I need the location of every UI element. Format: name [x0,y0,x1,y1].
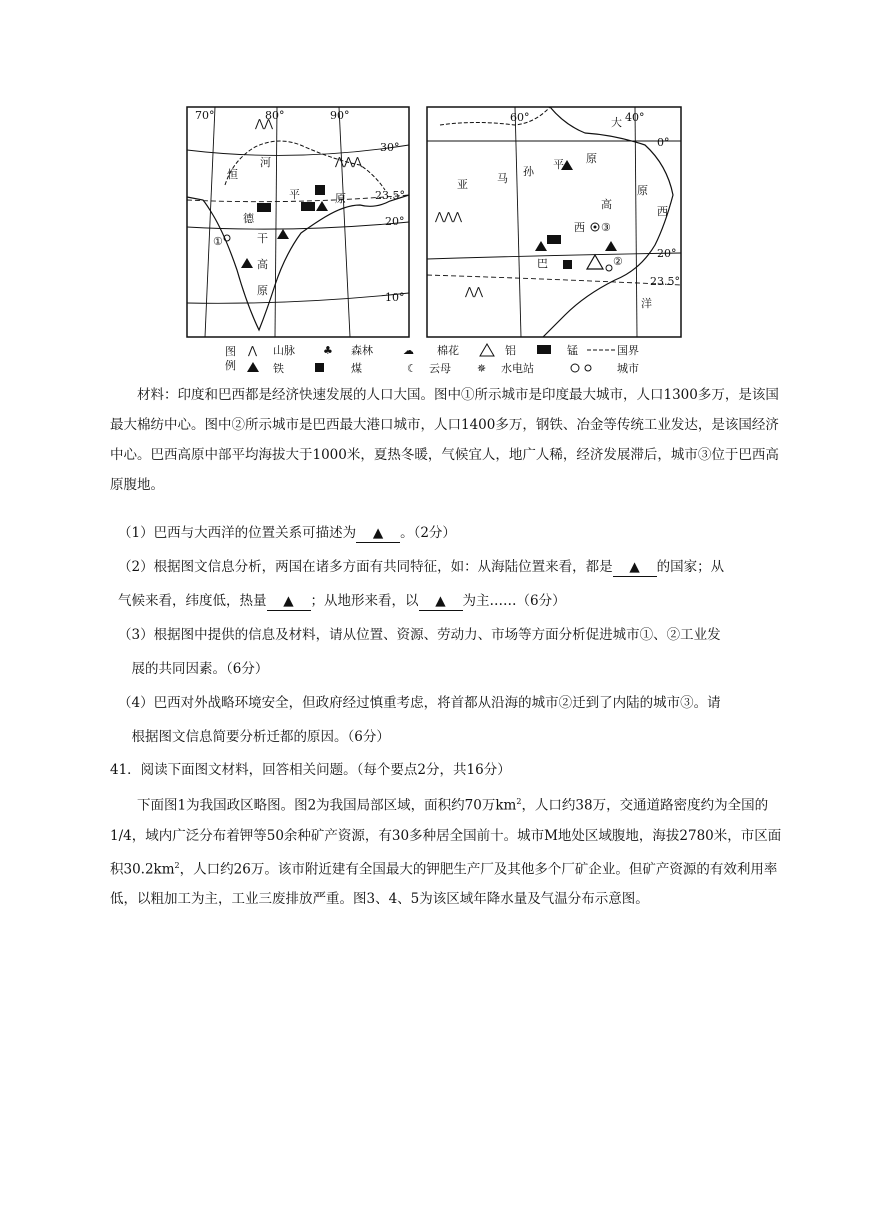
legend-coal: 煤 [351,362,362,375]
svg-text:⋀⋀: ⋀⋀ [255,117,274,130]
q2-blank-2: ▲ [267,592,311,611]
legend-mica: 云母 [429,362,451,375]
legend-hydropower: 水电站 [501,362,534,375]
mountain-icon: ⋀ [248,344,258,357]
q1-text-b: 。（2分） [400,525,456,541]
forest-icon: ♣ [323,344,333,357]
india-label-gao: 高 [257,258,268,271]
q2-text-a: （2）根据图文信息分析，两国在诸多方面有共同特征，如：从海陆位置来看，都是 [118,559,613,575]
brazil-map [427,107,681,337]
india-lat-235: 23.5° [375,189,405,202]
brazil-label-yuan-east: 原 [637,184,648,197]
brazil-lat-235: 23.5° [650,275,680,288]
brazil-city3: ③ [601,221,611,234]
q4-text-b: 根据图文信息简要分析迁都的原因。（6分） [131,729,390,745]
legend-border: 国界 [617,344,639,357]
question-3 [118,618,790,686]
brazil-label-ba: 巴 [537,257,548,270]
manganese-icon [537,345,551,354]
q4-text-a: （4）巴西对外战略环境安全，但政府经过慎重考虑，将首都从沿海的城市②迁到了内陆的城市③。请 [118,695,721,711]
brazil-lon-60: 60° [510,111,530,124]
legend-mountain: 山脉 [273,344,295,357]
legend-forest: 森林 [351,344,373,357]
legend-manganese: 锰 [567,344,578,357]
india-label-de: 德 [243,212,254,225]
india-lat-20: 20° [385,215,405,228]
question-1 [118,516,790,550]
q1-blank: ▲ [356,524,400,543]
q3-text-b: 展的共同因素。（6分） [131,661,269,677]
brazil-lat-20: 20° [657,247,677,260]
india-label-gan: 干 [257,232,268,245]
legend-city: 城市 [617,362,639,375]
q2-blank-3: ▲ [419,592,463,611]
q41-sup-1: 2 [516,797,522,806]
city-icon [571,364,579,372]
cotton-icon: ☁ [403,344,414,357]
q41-sup-2: 2 [174,860,180,870]
q41-paragraph [110,787,790,914]
city-small-icon [585,365,591,371]
brazil-label-ya: 亚 [457,178,468,191]
legend-aluminum: 铝 [505,344,516,357]
q41-text-3: ，人口约26万。该市附近建有全国最大的钾肥生产厂及其他多个厂矿企业。但矿产资源的有效利用率低，以粗加工为主，工业三废排放严重。图3、4、5为该区域年降水量及气温分布示意图。 [110,861,778,907]
q2-text-e: 为主……（6分） [462,593,566,609]
india-label-he: 河 [260,156,271,169]
brazil-lon-40: 40° [625,111,645,124]
brazil-label-xi: 西 [657,205,668,218]
map-legend [225,343,639,375]
svg-text:⋀⋀⋀: ⋀⋀⋀ [435,210,463,223]
brazil-label-yuan: 原 [586,152,597,165]
aluminum-icon [480,344,494,356]
coal-icon [315,363,324,372]
q2-blank-1: ▲ [613,558,657,577]
brazil-label-gao: 高 [601,198,612,211]
india-label-yuan2: 原 [257,284,268,297]
svg-text:⋀⋀⋀: ⋀⋀⋀ [335,155,363,168]
brazil-label-da: 大 [611,116,622,129]
legend-title-bottom: 例 [225,359,236,372]
india-label-ping: 平 [289,188,300,201]
india-label-yuan: 原 [335,192,346,205]
india-lon-90: 90° [330,109,350,122]
q2-text-c: 气候来看，纬度低，热量 [118,593,267,609]
q41-text-1: 下面图1为我国政区略图。图2为我国局部区域，面积约70万km [137,797,517,814]
q3-text-a: （3）根据图中提供的信息及材料，请从位置、资源、劳动力、市场等方面分析促进城市①、②工业发 [118,627,721,643]
q1-text-a: （1）巴西与大西洋的位置关系可描述为 [118,525,357,541]
india-label-heng: 恒 [227,168,238,181]
legend-title-top: 图 [225,345,236,358]
india-lat-10: 10° [385,291,405,304]
q2-text-d: ；从地形来看，以 [310,593,419,609]
iron-icon [247,362,259,372]
q41-text-2: ，人口约38万，交通道路密度约为全国的1/4，域内广泛分布着钾等50余种矿产资源，有30多种居全国前十。城市M地处区域腹地，海拔2780米，市区面积30.2km [110,797,782,877]
india-lon-80: 80° [265,109,285,122]
brazil-label-bxi: 西 [574,221,585,234]
q2-text-b: 的国家；从 [656,559,725,575]
legend-iron: 铁 [273,362,284,375]
question-4 [118,686,790,754]
brazil-city2: ② [613,255,623,268]
mica-icon: ☾ [407,362,417,375]
india-map [187,107,409,337]
hydropower-icon: ✵ [477,362,487,375]
india-lon-70: 70° [195,109,215,122]
india-lat-30: 30° [380,141,400,154]
brazil-label-ping: 平 [553,158,564,171]
india-city1: ① [213,235,223,248]
q41-title: 41．阅读下面图文材料，回答相关问题。（每个要点2分，共16分） [110,762,511,778]
brazil-label-yang: 洋 [641,297,652,310]
brazil-label-ma: 马 [497,172,508,185]
brazil-lat-0: 0° [657,136,670,149]
brazil-label-sun: 孙 [523,165,534,178]
svg-text:⋀⋀: ⋀⋀ [465,285,484,298]
material-paragraph: 材料：印度和巴西都是经济快速发展的人口大国。图中①所示城市是印度最大城市，人口1300多万，是该国最大棉纺中心。图中②所示城市是巴西最大港口城市，人口1400多万，钢铁、冶金等传统工业发达，是该国经济中心。巴西高原中部平均海拔大于1000米，夏热冬暖，气候宜人，地广人稀，经济发展滞后，城市③位于巴西高原腹地。 [110,387,779,493]
map-figure [185,105,685,377]
question-2 [118,550,790,618]
legend-cotton: 棉花 [437,344,459,357]
